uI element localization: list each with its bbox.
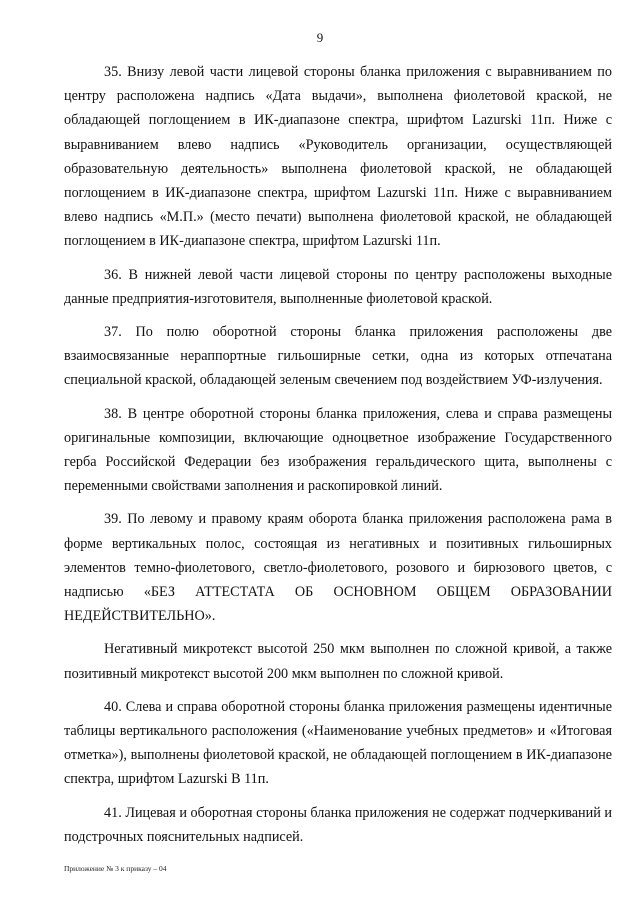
paragraph-36: 36. В нижней левой части лицевой стороны по центру расположены выходные данные предприятия-изготовителя, выполненные фиолетовой краской. — [64, 266, 612, 307]
page-number: 9 — [316, 30, 324, 45]
paragraph-37: 37. По полю оборотной стороны бланка приложения расположены две взаимосвязанные нераппортные гильоширные сетки, одна из которых отпечатана специальной краской, обладающей зеленым свечением под воздействием УФ-излучения. — [64, 324, 612, 389]
paragraph-41: 41. Лицевая и оборотная стороны бланка приложения не содержат подчеркиваний и подстрочных пояснительных надписей. — [64, 804, 612, 845]
paragraph-35: 35. Внизу левой части лицевой стороны бланка приложения с выравниванием по центру расположена надпись «Дата выдачи», выполнена фиолетовой краской, не обладающей поглощением в ИК-диапазоне спектра, шрифтом Lazurski 11п. Ниже с выравниванием влево надпись «Руководитель организации, осуществляющей образовательную деятельность» выполнена фиолетовой краской, не обладающей поглощением в ИК-диапазоне спектра, шрифтом Lazurski 11п. Ниже с выравниванием влево надпись «М.П.» (место печати) выполнена фиолетовой краской, не обладающей поглощением в ИК-диапазоне спектра, шрифтом Lazurski 11п. — [64, 64, 612, 250]
paragraph-38: 38. В центре оборотной стороны бланка приложения, слева и справа размещены оригинальные композиции, включающие одноцветное изображение Государственного герба Российской Федерации без изображения геральдического щита, выполнены с переменными свойствами заполнения и раскопировкой линий. — [64, 405, 612, 495]
document-body — [64, 60, 612, 858]
paragraph-40: 40. Слева и справа оборотной стороны бланка приложения размещены идентичные таблицы вертикального расположения («Наименование учебных предметов» и «Итоговая отметка»), выполнены фиолетовой краской, не обладающей поглощением в ИК-диапазоне спектра, шрифтом Lazurski B 11п. — [64, 698, 612, 788]
paragraph-microtext: Негативный микротекст высотой 250 мкм выполнен по сложной кривой, а также позитивный микротекст высотой 200 мкм выполнен по сложной кривой. — [64, 641, 612, 682]
footer-note: Приложение № 3 к приказу – 04 — [64, 864, 167, 873]
paragraph-39: 39. По левому и правому краям оборота бланка приложения расположена рама в форме вертикальных полос, состоящая из негативных и позитивных гильоширных элементов темно-фиолетового, светло-фиолетового, розового и бирюзового цветов, с надписью «БЕЗ АТТЕСТАТА ОБ ОСНОВНОМ ОБЩЕМ ОБРАЗОВАНИИ НЕДЕЙСТВИТЕЛЬНО». — [64, 511, 612, 625]
